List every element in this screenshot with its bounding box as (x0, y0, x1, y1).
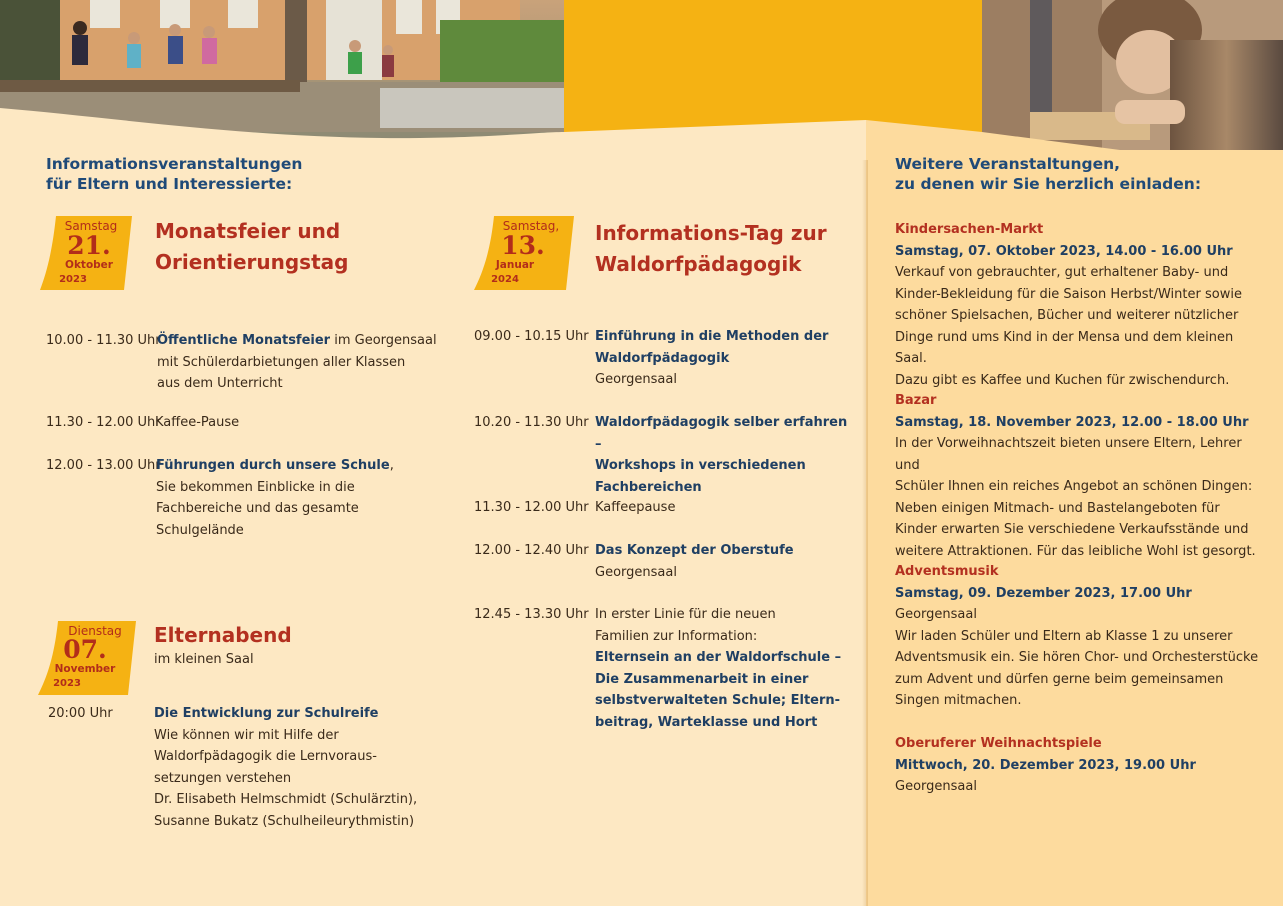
row-text: aus dem Unterricht (157, 376, 283, 391)
right-event-date: Samstag, 07. Oktober 2023, 14.00 - 16.00 Uhr (895, 243, 1233, 259)
right-event-name: Adventsmusik (895, 564, 999, 579)
row-title: Führungen durch unsere Schule (156, 458, 390, 473)
event-subtitle: im kleinen Saal (154, 652, 254, 667)
date-badge-october (38, 214, 132, 292)
badge-year: 2023 (59, 274, 87, 285)
header-photo-strip (0, 0, 1283, 160)
right-event-line: Kinder erwarten Sie verschiedene Verkaufsstände und (895, 522, 1249, 537)
row-text: im Georgensaal (330, 333, 437, 348)
badge-day-number: 07. (63, 635, 107, 664)
right-event-line: schöner Spielsachen, Bücher und weiterer nützlicher (895, 308, 1239, 323)
row-text: Familien zur Information: (595, 628, 758, 644)
row-text: setzungen verstehen (154, 770, 292, 786)
badge-month: November (54, 663, 116, 675)
row-title: Elternsein an der Waldorfschule – (595, 650, 842, 665)
row-text: Fachbereiche und das gesamte (156, 501, 359, 516)
row-text: Georgensaal (595, 564, 677, 580)
row-time: 12.45 - 13.30 Uhr (474, 607, 589, 622)
right-event-line: Dinge rund ums Kind in der Mensa und dem kleinen Saal. (895, 329, 1234, 366)
right-event-line: Verkauf von gebrauchter, gut erhaltener Baby- und (895, 265, 1229, 280)
right-event-date: Mittwoch, 20. Dezember 2023, 19.00 Uhr (895, 757, 1196, 773)
badge-year: 2024 (491, 274, 519, 285)
row-time: 10.20 - 11.30 Uhr (474, 415, 589, 430)
row-title: Waldorfpädagogik (595, 350, 730, 366)
right-event-name: Oberuferer Weihnachtspiele (895, 736, 1102, 751)
right-event (895, 561, 1265, 712)
row-text: Susanne Bukatz (Schulheileurythmistin) (154, 813, 415, 829)
row-text: Georgensaal (595, 372, 677, 387)
event-title-elternabend: Elternabend (154, 623, 292, 647)
row-title: Waldorfpädagogik selber erfahren – (595, 415, 848, 452)
badge-day-number: 21. (67, 231, 111, 260)
right-event-line: Singen mitmachen. (895, 693, 1022, 708)
row-title: Einführung in die Methoden der (595, 329, 829, 344)
badge-day-number: 13. (501, 231, 545, 260)
badge-weekday: Samstag, (502, 219, 560, 233)
row-text: Kaffeepause (595, 500, 676, 515)
row-text: mit Schülerdarbietungen aller Klassen (157, 354, 406, 370)
right-event-line: zum Advent und dürfen gerne beim gemeinsamen (895, 671, 1224, 687)
row-time: 20:00 Uhr (48, 706, 113, 721)
right-event-date: Samstag, 09. Dezember 2023, 17.00 Uhr (895, 585, 1192, 601)
date-badge-november (36, 619, 130, 697)
right-event-date: Samstag, 18. November 2023, 12.00 - 18.00 Uhr (895, 414, 1249, 430)
row-title: Öffentliche Monatsfeier (157, 333, 331, 348)
event-title-monatsfeier: Monatsfeier und Orientierungstag (155, 219, 349, 274)
row-text: Kaffee-Pause (155, 415, 240, 430)
right-event-line: Adventsmusik ein. Sie hören Chor- und Orchesterstücke (895, 650, 1259, 665)
date-badge-january (472, 214, 566, 292)
row-title: Die Zusammenarbeit in einer (595, 671, 809, 687)
row-time: 11.30 - 12.00 Uhr (474, 500, 589, 515)
right-event-name: Kindersachen-Markt (895, 222, 1044, 237)
right-event-line: weitere Attraktionen. Für das leibliche Wohl ist gesorgt. (895, 543, 1256, 559)
row-text: , (389, 458, 394, 473)
right-event-line: Neben einigen Mitmach- und Bastelangeboten für (895, 500, 1220, 516)
row-title: Die Entwicklung zur Schulreife (154, 706, 379, 721)
badge-month: Januar (495, 259, 535, 271)
right-event (895, 733, 1265, 798)
row-text: Sie bekommen Einblicke in die (156, 479, 355, 495)
right-event-line: Wir laden Schüler und Eltern ab Klasse 1 zu unserer (895, 628, 1233, 644)
intro-heading: Informationsveranstaltungen für Eltern und Interessierte: (46, 155, 303, 193)
row-time: 12.00 - 12.40 Uhr (474, 543, 589, 558)
badge-weekday: Dienstag (68, 624, 122, 638)
row-time: 10.00 - 11.30 Uhr (46, 333, 161, 348)
row-time: 09.00 - 10.15 Uhr (474, 329, 589, 344)
row-title: Workshops in verschiedenen (595, 458, 806, 473)
right-event (895, 390, 1265, 562)
yellow-block (564, 0, 982, 132)
badge-month: Oktober (65, 259, 113, 271)
badge-weekday: Samstag (64, 219, 118, 233)
row-title: beitrag, Warteklasse und Hort (595, 714, 818, 730)
right-event-line: Dazu gibt es Kaffee und Kuchen für zwischendurch. (895, 372, 1230, 388)
right-column-heading: Weitere Veranstaltungen, zu denen wir Sie herzlich einladen: (895, 155, 1202, 193)
row-time: 12.00 - 13.00 Uhr (46, 458, 161, 473)
right-event-line: Georgensaal (895, 607, 977, 622)
row-text: In erster Linie für die neuen (595, 607, 776, 622)
right-event-line: Kinder-Bekleidung für die Saison Herbst/Winter sowie (895, 286, 1242, 302)
right-event-line: Schüler Ihnen ein reiches Angebot an schönen Dingen: (895, 479, 1253, 494)
fold-shadow (862, 120, 868, 906)
header-graphics (0, 0, 1283, 160)
right-event-name: Bazar (895, 393, 937, 408)
row-text: Schulgelände (156, 522, 244, 538)
row-time: 11.30 - 12.00 Uhr (46, 415, 161, 430)
student-photo (982, 0, 1283, 150)
row-title: Das Konzept der Oberstufe (595, 543, 794, 558)
row-text: Wie können wir mit Hilfe der (154, 727, 339, 743)
badge-year: 2023 (53, 678, 81, 689)
row-title: Fachbereichen (595, 479, 702, 495)
row-title: selbstverwalteten Schule; Eltern- (595, 693, 841, 708)
event-title-informationstag: Informations-Tag zur Waldorfpädagogik (595, 221, 827, 276)
row-text: Waldorfpädagogik die Lernvoraus- (154, 749, 377, 764)
right-event-line: Georgensaal (895, 779, 977, 794)
right-event-line: In der Vorweihnachtszeit bieten unsere Eltern, Lehrer und (895, 436, 1242, 473)
row-text: Dr. Elisabeth Helmschmidt (Schulärztin), (154, 792, 418, 807)
right-event (895, 219, 1265, 391)
